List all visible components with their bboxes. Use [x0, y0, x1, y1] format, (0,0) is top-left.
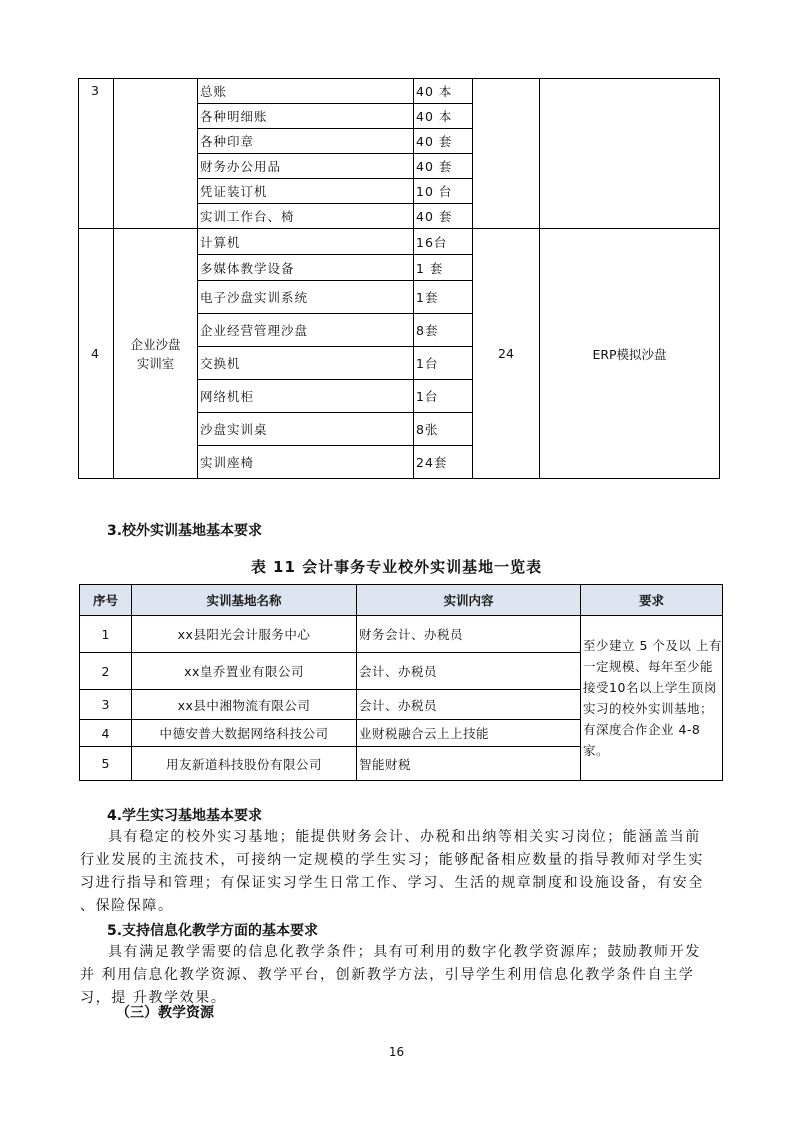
equipment-name: 实训座椅	[198, 446, 414, 479]
paragraph-line: 行业发展的主流技术，可接纳一定规模的学生实习；能够配备相应数量的指导教师对学生实	[80, 852, 704, 868]
section5-paragraph	[80, 941, 740, 1010]
equipment-quantity: 8套	[414, 314, 473, 347]
section4-paragraph	[80, 826, 740, 918]
equipment-name: 总账	[198, 79, 414, 104]
training-room-name: 企业沙盘 实训室	[114, 229, 198, 479]
equipment-table	[78, 78, 720, 479]
equipment-quantity: 24套	[414, 446, 473, 479]
paragraph-line: 习进行指导和管理；有保证实习学生日常工作、学习、生活的规章制度和设施设备，有安全	[80, 875, 704, 891]
base-name: xx县中湘物流有限公司	[132, 690, 357, 720]
equipment-name: 计算机	[198, 229, 414, 255]
header-requirement: 要求	[581, 585, 723, 616]
equipment-name: 各种明细账	[198, 104, 414, 129]
training-content: 会计、办税员	[357, 690, 581, 720]
training-software	[540, 79, 720, 229]
off-campus-base-table	[79, 584, 723, 781]
station-capacity	[473, 79, 540, 229]
equipment-quantity: 16台	[414, 229, 473, 255]
row-number: 1	[80, 616, 132, 653]
header-base-name: 实训基地名称	[132, 585, 357, 616]
equipment-name: 企业经营管理沙盘	[198, 314, 414, 347]
equipment-name: 财务办公用品	[198, 154, 414, 179]
training-room-name	[114, 79, 198, 229]
paragraph-line: 具有满足教学需要的信息化教学条件；具有可利用的数字化教学资源库；鼓励教师开发	[108, 944, 701, 960]
page-number: 16	[388, 1045, 405, 1059]
equipment-name: 凭证装订机	[198, 179, 414, 204]
equipment-name: 多媒体教学设备	[198, 255, 414, 281]
section-heading-resources: （三）教学资源	[116, 1005, 214, 1021]
row-number: 4	[80, 720, 132, 747]
header-content: 实训内容	[357, 585, 581, 616]
training-content: 智能财税	[357, 747, 581, 781]
equipment-quantity: 1台	[414, 380, 473, 413]
equipment-name: 沙盘实训桌	[198, 413, 414, 446]
section-heading-4: 4.学生实习基地基本要求	[107, 808, 263, 824]
paragraph-line: 习，提 升教学效果。	[80, 990, 227, 1006]
equipment-quantity: 40 套	[414, 129, 473, 154]
equipment-quantity: 1套	[414, 281, 473, 314]
paragraph-line: 并 利用信息化教学资源、教学平台，创新教学方法，引导学生利用信息化教学条件自主学	[80, 967, 695, 983]
table-header-row	[80, 585, 723, 616]
section-heading-3: 3.校外实训基地基本要求	[107, 523, 263, 539]
equipment-name: 各种印章	[198, 129, 414, 154]
base-name: 中德安普大数据网络科技公司	[132, 720, 357, 747]
station-capacity: 24	[473, 229, 540, 479]
equipment-quantity: 8张	[414, 413, 473, 446]
row-number: 4	[79, 229, 114, 479]
base-name: 用友新道科技股份有限公司	[132, 747, 357, 781]
equipment-quantity: 40 本	[414, 104, 473, 129]
base-name: xx皇乔置业有限公司	[132, 653, 357, 690]
table-row	[80, 616, 723, 653]
base-name: xx县阳光会计服务中心	[132, 616, 357, 653]
requirement-text: 至少建立 5 个及以 上有一定规模、每年至少能接受10名以上学生顶岗实习的校外实训基地；有深度合作企业 4-8家。	[581, 616, 723, 781]
row-number: 3	[80, 690, 132, 720]
row-number: 3	[79, 79, 114, 229]
equipment-name: 实训工作台、椅	[198, 204, 414, 229]
table-caption: 表 11 会计事务专业校外实训基地一览表	[250, 558, 543, 576]
training-content: 财务会计、办税员	[357, 616, 581, 653]
paragraph-line: 具有稳定的校外实习基地；能提供财务会计、办税和出纳等相关实习岗位；能涵盖当前	[108, 829, 701, 845]
row-number: 5	[80, 747, 132, 781]
equipment-quantity: 1台	[414, 347, 473, 380]
training-content: 业财税融合云上上技能	[357, 720, 581, 747]
training-content: 会计、办税员	[357, 653, 581, 690]
equipment-quantity: 40 本	[414, 79, 473, 104]
equipment-quantity: 40 套	[414, 204, 473, 229]
equipment-name: 电子沙盘实训系统	[198, 281, 414, 314]
header-no: 序号	[80, 585, 132, 616]
equipment-row	[79, 229, 720, 255]
equipment-name: 网络机柜	[198, 380, 414, 413]
training-software: ERP模拟沙盘	[540, 229, 720, 479]
equipment-quantity: 40 套	[414, 154, 473, 179]
equipment-name: 交换机	[198, 347, 414, 380]
paragraph-line: 、保险保障。	[80, 898, 174, 914]
equipment-quantity: 1 套	[414, 255, 473, 281]
equipment-quantity: 10 台	[414, 179, 473, 204]
section-heading-5: 5.支持信息化教学方面的基本要求	[107, 923, 319, 939]
row-number: 2	[80, 653, 132, 690]
equipment-row	[79, 79, 720, 104]
